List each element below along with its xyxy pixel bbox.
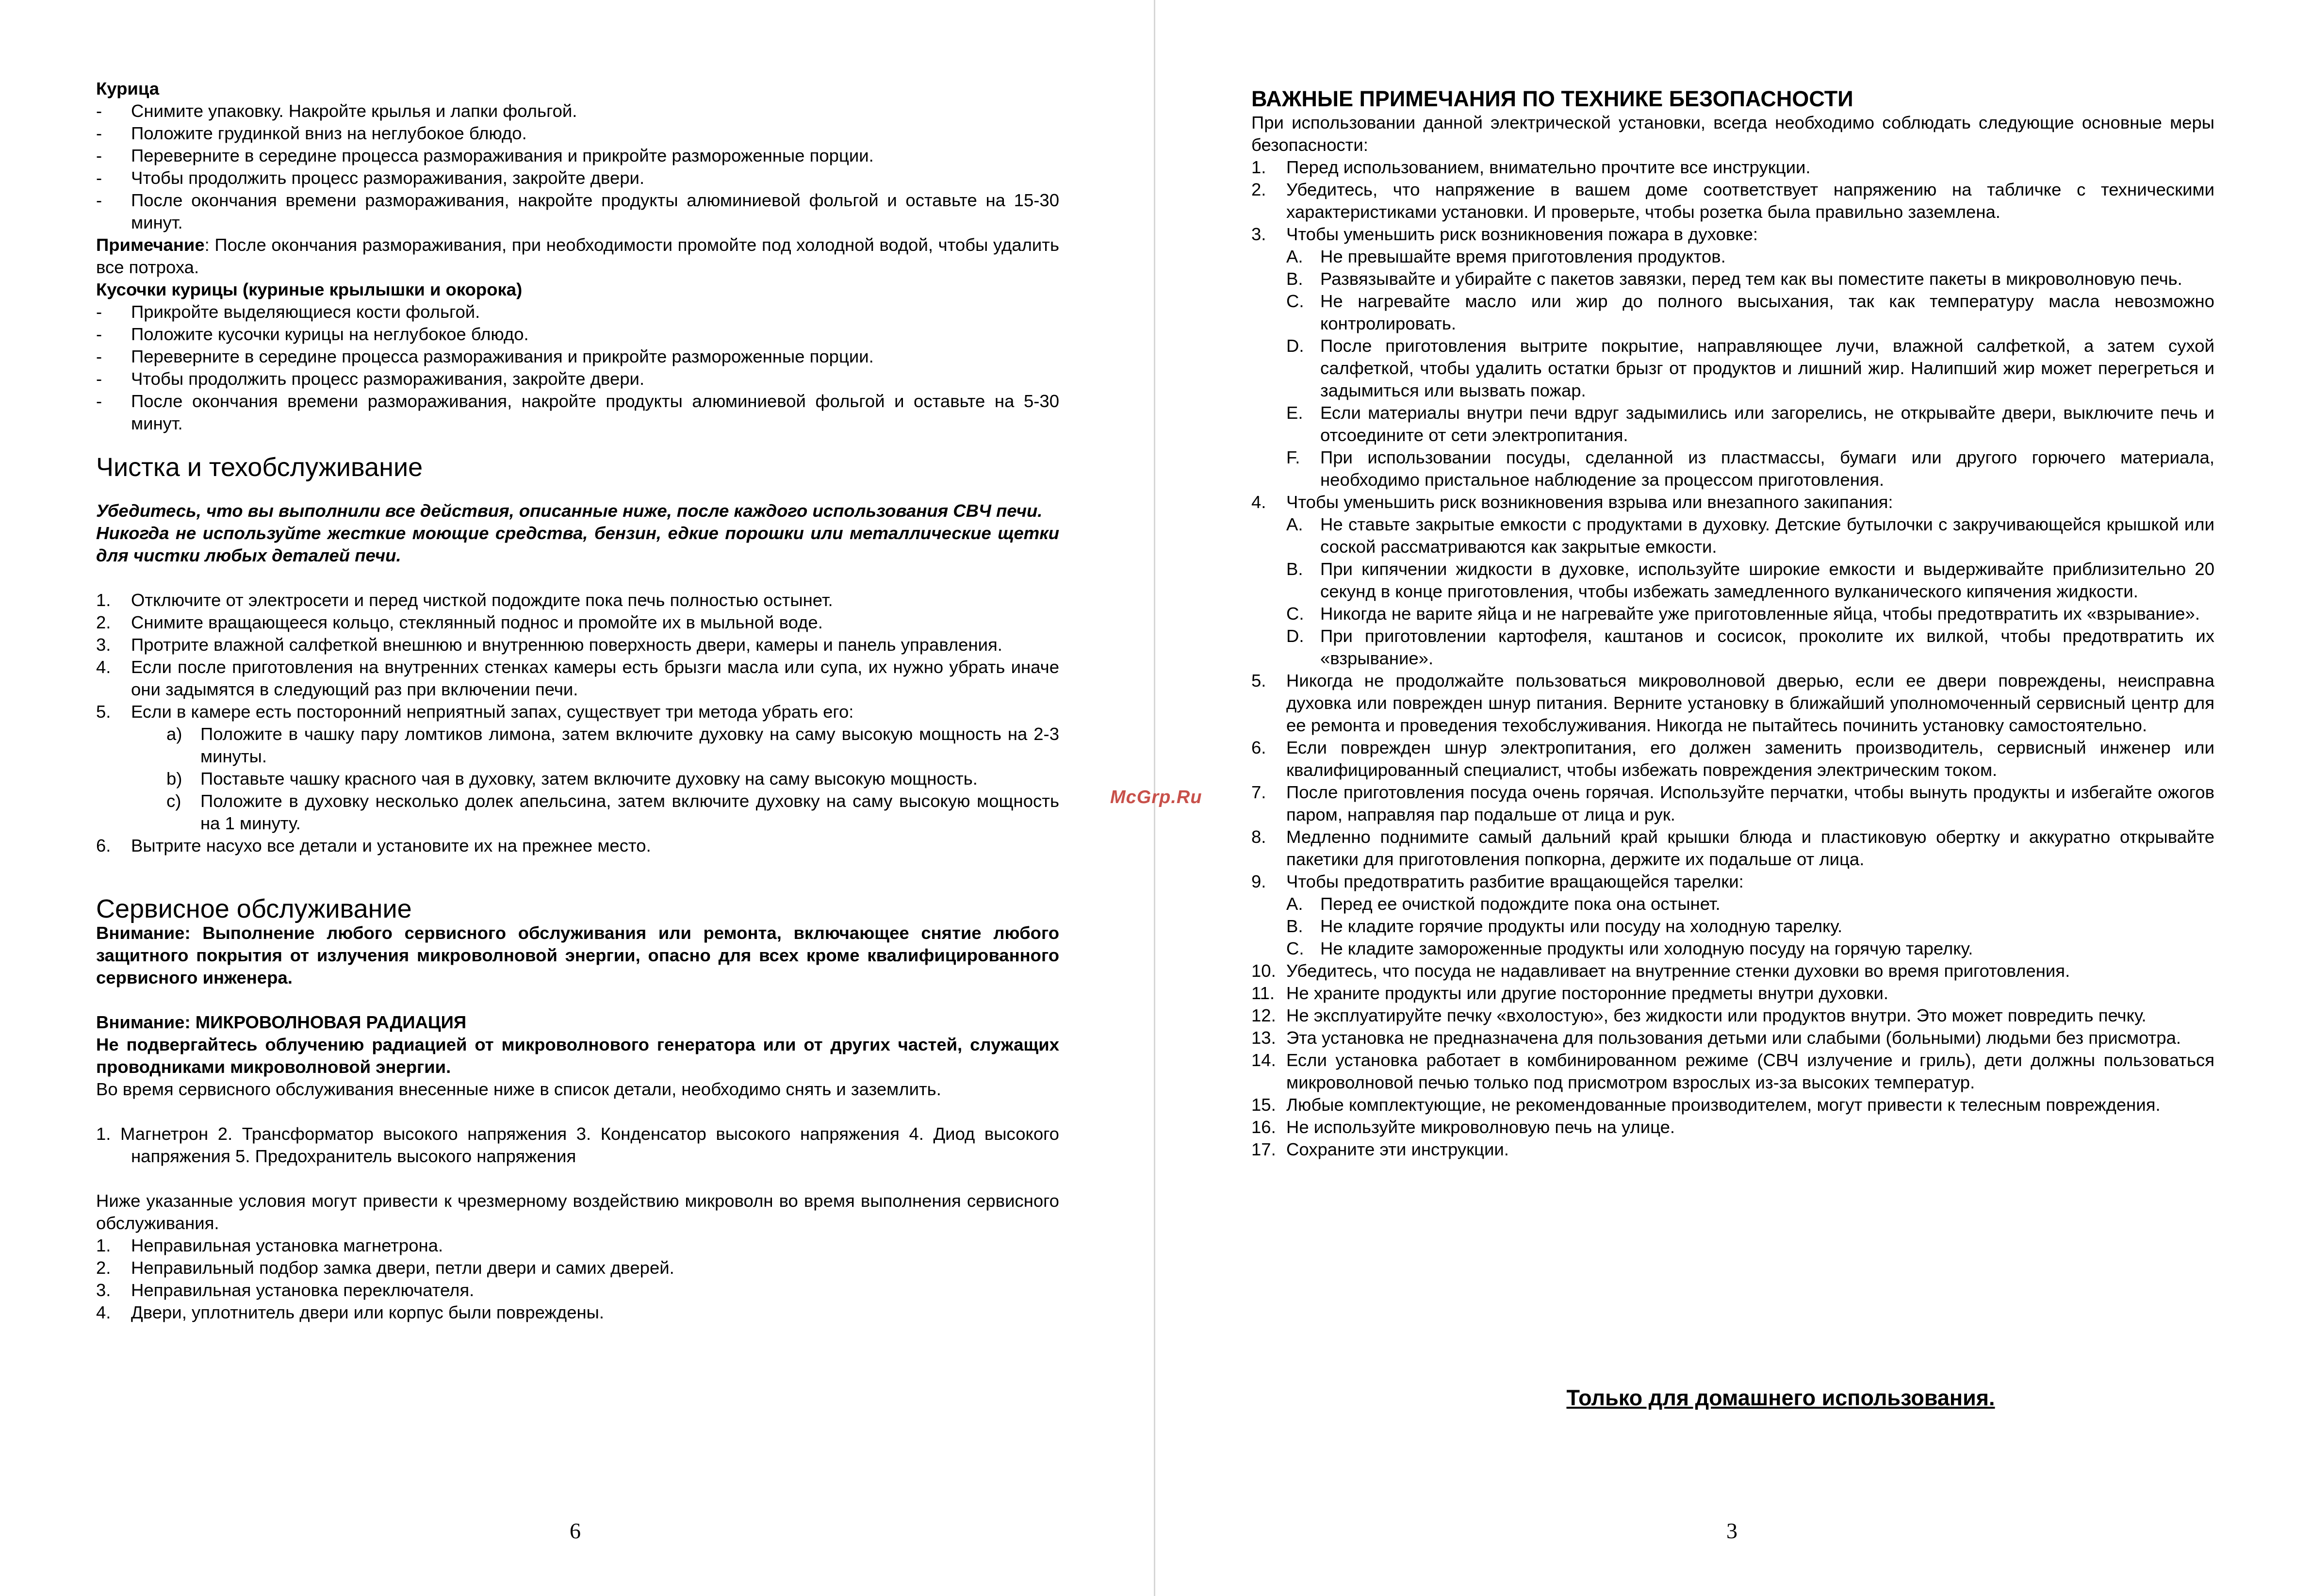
list-item: 4. Двери, уплотнитель двери или корпус были повреждены. <box>96 1302 605 1322</box>
list-item: 3. Неправильная установка переключателя. <box>96 1280 475 1300</box>
list-item: a) Положите в чашку пару ломтиков лимона, затем включите духовку на саму высокую мощность на 2-3 минуты. <box>166 724 1059 766</box>
page-number-right: 3 <box>1726 1518 1737 1543</box>
list-item: C. Никогда не варите яйца и не нагревайте уже приготовленные яйца, чтобы предотвратить их «взрывание». <box>1286 604 2200 624</box>
list-item: 3. Чтобы уменьшить риск возникновения пожара в духовке: <box>1251 224 1758 244</box>
service-conditions <box>96 1234 1059 1324</box>
chicken-note: Примечание: После окончания размораживания, при необходимости промойте под холодной водой, чтобы удалить все потроха. <box>96 235 1059 277</box>
right-column <box>1251 86 2214 1161</box>
list-item: 15. Любые комплектующие, не рекомендованные производителем, могут привести к телесным повреждения. <box>1251 1095 2161 1115</box>
list-item: A. Перед ее очисткой подождите пока она остынет. <box>1286 894 1721 914</box>
list-item: 5. Никогда не продолжайте пользоваться микроволновой дверью, если ее двери повреждены, неисправна духовка или поврежден шнур питания. Верните установку в ближайший уполномоченный сервисный центр для ее ремонта и проведения техобслуживания. Никогда не пытайтесь починить установку самостоятельно. <box>1251 671 2214 735</box>
list-item: 11. Не храните продукты или другие посторонние предметы внутри духовки. <box>1251 983 1889 1003</box>
list-item: - После окончания времени размораживания, накройте продукты алюминиевой фольгой и оставьте на 5-30 минут. <box>96 391 1059 433</box>
service-warning-2-title: Внимание: МИКРОВОЛНОВАЯ РАДИАЦИЯ <box>96 1012 467 1032</box>
chicken-title: Курица <box>96 79 160 99</box>
list-item: B. Не кладите горячие продукты или посуду на холодную тарелку. <box>1286 916 1843 936</box>
list-item: - После окончания времени размораживания, накройте продукты алюминиевой фольгой и оставьте на 15-30 минут. <box>96 190 1059 232</box>
list-item: 10. Убедитесь, что посуда не надавливает на внутренние стенки духовки во время приготовления. <box>1251 961 2070 981</box>
list-item: 13. Эта установка не предназначена для пользования детьми или слабыми (больными) людьми без присмотра. <box>1251 1028 2181 1048</box>
list-item: - Переверните в середине процесса размораживания и прикройте размороженные порции. <box>96 146 874 165</box>
list-item: B. Развязывайте и убирайте с пакетов завязки, перед тем как вы поместите пакеты в микроволновую печь. <box>1286 269 2182 289</box>
list-item: A. Не превышайте время приготовления продуктов. <box>1286 247 1726 266</box>
list-item: - Чтобы продолжить процесс размораживания, закройте двери. <box>96 369 645 389</box>
list-item: F. При использовании посуды, сделанной из пластмассы, бумаги или другого горючего материала, необходимо пристальное наблюдение за процессом приготовления. <box>1286 447 2214 490</box>
left-page <box>0 0 1155 1596</box>
page-number-left: 6 <box>570 1518 581 1543</box>
list-item: - Положите грудинкой вниз на неглубокое блюдо. <box>96 123 527 143</box>
cleaning-warning-2: Никогда не используйте жесткие моющие средства, бензин, едкие порошки или металлические щетки для чистки любых деталей печи. <box>96 523 1059 565</box>
list-item: - Положите кусочки курицы на неглубокое блюдо. <box>96 324 529 344</box>
service-warning-1: Внимание: Выполнение любого сервисного обслуживания или ремонта, включающее снятие любого защитного покрытия от излучения микроволновой энергии, опасно для всех кроме квалифицированного сервисного инженера. <box>96 923 1059 987</box>
list-item: C. Не нагревайте масло или жир до полного высыхания, так как температуру масла невозможно контролировать. <box>1286 291 2214 333</box>
list-item: b) Поставьте чашку красного чая в духовку, затем включите духовку на саму высокую мощность. <box>166 769 978 789</box>
list-item: 2. Убедитесь, что напряжение в вашем доме соответствует напряжению на табличке с техническими характеристиками установки. И проверьте, чтобы розетка была правильно заземлена. <box>1251 180 2214 222</box>
list-item: 1. Неправильная установка магнетрона. <box>96 1235 443 1255</box>
service-conditions-intro: Ниже указанные условия могут привести к чрезмерному воздействию микроволн во время выполнения сервисного обслуживания. <box>96 1191 1059 1233</box>
list-item: 6. Вытрите насухо все детали и установите их на прежнее место. <box>96 836 651 856</box>
list-item: - Снимите упаковку. Накройте крылья и лапки фольгой. <box>96 101 577 121</box>
list-item: C. Не кладите замороженные продукты или холодную посуду на горячую тарелку. <box>1286 938 1973 958</box>
watermark: McGrp.Ru <box>1110 787 1202 807</box>
list-item: 6. Если поврежден шнур электропитания, его должен заменить производитель, сервисный инженер или квалифицированный специалист, чтобы избежать повреждения электрическим током. <box>1251 738 2214 780</box>
list-item: 9. Чтобы предотвратить разбитие вращающейся тарелки: <box>1251 872 1744 891</box>
list-item: 1. Перед использованием, внимательно прочтите все инструкции. <box>1251 157 1811 177</box>
service-heading: Сервисное обслуживание <box>96 894 412 923</box>
cleaning-warning-1: Убедитесь, что вы выполнили все действия, описанные ниже, после каждого использования СВЧ печи. <box>96 501 1043 521</box>
safety-heading: ВАЖНЫЕ ПРИМЕЧАНИЯ ПО ТЕХНИКЕ БЕЗОПАСНОСТИ <box>1251 86 1853 111</box>
list-item: 17. Сохраните эти инструкции. <box>1251 1139 1509 1159</box>
list-item: 8. Медленно поднимите самый дальний край крышки блюда и пластиковую обертку и аккуратно открывайте пакетики для приготовления попкорна, держите их подальше от лица. <box>1251 827 2214 869</box>
cleaning-steps <box>96 589 1059 857</box>
service-parts-intro: Во время сервисного обслуживания внесенные ниже в список детали, необходимо снять и заземлить. <box>96 1079 941 1099</box>
list-item: 4. Чтобы уменьшить риск возникновения взрыва или внезапного закипания: <box>1251 492 1893 512</box>
list-item: 7. После приготовления посуда очень горячая. Используйте перчатки, чтобы вынуть продукты и избегайте ожогов паром, направляя пар подальше от лица и рук. <box>1251 782 2214 824</box>
list-item: A. Не ставьте закрытые емкости с продуктами в духовку. Детские бутылочки с закручивающейся крышкой или соской рассматриваются как закрытые емкости. <box>1286 514 2214 557</box>
service-warning-2-text: Не подвергайтесь облучению радиацией от микроволнового генератора или от других частей, служащих проводниками микроволновой энергии. <box>96 1035 1059 1077</box>
right-page <box>1155 0 2311 1596</box>
list-item: 16. Не используйте микроволновую печь на улице. <box>1251 1117 1675 1137</box>
home-use-note: Только для домашнего использования. <box>1566 1385 1995 1410</box>
chicken-pieces-list <box>96 301 1059 435</box>
chicken-list <box>96 100 1059 234</box>
list-item: - Переверните в середине процесса размораживания и прикройте размороженные порции. <box>96 346 874 366</box>
service-parts-list: 1. Магнетрон 2. Трансформатор высокого напряжения 3. Конденсатор высокого напряжения 4. Диод высокого напряжения 5. Предохранитель высокого напряжения <box>96 1124 1059 1166</box>
list-item: 2. Снимите вращающееся кольцо, стеклянный поднос и промойте их в мыльной воде. <box>96 612 823 632</box>
list-item: B. При кипячении жидкости в духовке, используйте широкие емкости и выдерживайте приблизительно 20 секунд в конце приготовления, чтобы избежать замедленного вулканического кипячения жидкости. <box>1286 559 2214 601</box>
list-item: D. После приготовления вытрите покрытие, направляющее лучи, влажной салфеткой, а затем сухой салфеткой, чтобы удалить остатки брызг от продуктов и лишний жир. Налипший жир может перегреться и задымиться или вызвать пожар. <box>1286 336 2214 400</box>
list-item: 1. Отключите от электросети и перед чисткой подождите пока печь полностью остынет. <box>96 590 833 610</box>
list-item: 12. Не эксплуатируйте печку «вхолостую», без жидкости или продуктов внутри. Это может повредить печку. <box>1251 1005 2147 1025</box>
list-item: c) Положите в духовку несколько долек апельсина, затем включите духовку на саму высокую мощность на 1 минуту. <box>166 791 1059 833</box>
list-item: D. При приготовлении картофеля, каштанов и сосисок, проколите их вилкой, чтобы предотвратить их «взрывание». <box>1286 626 2214 668</box>
list-item: 14. Если установка работает в комбинированном режиме (СВЧ излучение и гриль), дети должны пользоваться микроволновой печью только под присмотром взрослых из-за высоких температур. <box>1251 1050 2214 1092</box>
chicken-pieces-title: Кусочки курицы (куриные крылышки и окорока) <box>96 280 523 299</box>
list-item: 5. Если в камере есть посторонний неприятный запах, существует три метода убрать его: <box>96 702 854 722</box>
list-item: E. Если материалы внутри печи вдруг задымились или загорелись, не открывайте двери, выключите печь и отсоедините от сети электропитания. <box>1286 403 2214 445</box>
list-item: 3. Протрите влажной салфеткой внешнюю и внутреннюю поверхность двери, камеры и панель управления. <box>96 635 1002 655</box>
list-item: 2. Неправильный подбор замка двери, петли двери и самих дверей. <box>96 1258 674 1278</box>
safety-intro: При использовании данной электрической установки, всегда необходимо соблюдать следующие основные меры безопасности: <box>1251 113 2214 155</box>
list-item: - Чтобы продолжить процесс размораживания, закройте двери. <box>96 168 645 188</box>
cleaning-heading: Чистка и техобслуживание <box>96 453 423 482</box>
left-column <box>96 78 1059 1324</box>
list-item: 4. Если после приготовления на внутренних стенках камеры есть брызги масла или супа, их нужно убрать иначе они задымятся в следующий раз при включении печи. <box>96 657 1059 699</box>
list-item: - Прикройте выделяющиеся кости фольгой. <box>96 302 480 322</box>
